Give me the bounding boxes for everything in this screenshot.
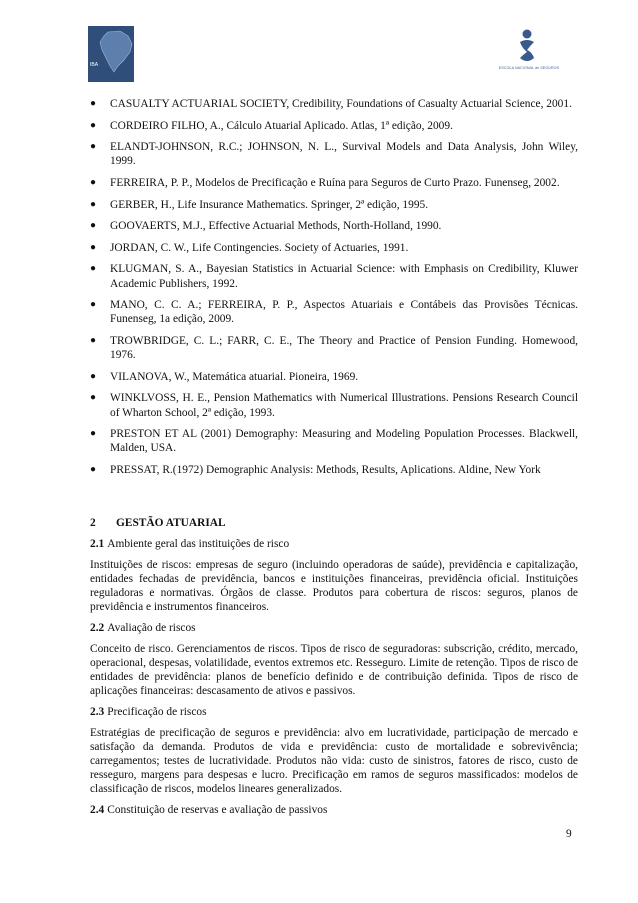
reference-item <box>90 219 578 233</box>
subsection-paragraph: Conceito de risco. Gerenciamentos de riscos. Tipos de risco de seguradoras: subscrição, crédito, mercado, operacional, despesas, volatilidade, eventos extremos etc. Resseguro. Limite de retenção. Tipos de risco de entidades de previdência: planos de benefício definido e de contribuição definida. Tipos de risco de aplicações financeiras: descasamento de ativos e passivos. <box>90 643 578 697</box>
subsection-number: 2.3 <box>90 706 105 718</box>
subsection-paragraph: Instituições de riscos: empresas de seguro (incluindo operadoras de saúde), previdência e capitalização, entidades fechadas de previdência, bancos e instituições financeiras, previdência oficial. Instituições reguladoras e normativas. Órgãos de classe. Produtos para cobertura de riscos: seguros, planos de previdência e instrumentos financeiros. <box>90 559 578 613</box>
bullet-icon: ● <box>90 176 97 188</box>
subsection-paragraph: Estratégias de precificação de seguros e previdência: alvo em lucratividade, participação de mercado e satisfação da demanda. Produtos de vida e previdência: custo de mortalidade e sobrevivência; carregamentos; testes de lucratividade. Produtos não vida: custo de sinistros, fatores de risco, custo de resseguro, margens para despesas e lucro. Precificação em ramos de seguros massificados: modelos de classificação de riscos, modelos lineares generalizados. <box>90 727 578 795</box>
reference-item <box>90 198 578 212</box>
bullet-icon: ● <box>90 241 97 253</box>
reference-item <box>90 140 578 168</box>
reference-text: VILANOVA, W., Matemática atuarial. Pioneira, 1969. <box>110 370 359 383</box>
subsection-title: Precificação de riscos <box>107 706 207 718</box>
reference-item <box>90 370 578 384</box>
bullet-icon: ● <box>90 299 97 311</box>
bullet-icon: ● <box>90 119 97 131</box>
reference-item <box>90 391 578 419</box>
reference-text: MANO, C. C. A.; FERREIRA, P. P., Aspectos Atuariais e Contábeis das Provisões Técnicas. Funenseg, 1a edição, 2009. <box>110 299 578 326</box>
reference-item <box>90 97 578 111</box>
page-number: 9 <box>566 828 572 840</box>
reference-item <box>90 119 578 133</box>
bullet-icon: ● <box>90 463 97 475</box>
reference-text: PRESTON ET AL (2001) Demography: Measuring and Modeling Population Processes. Blackwell, Malden, USA. <box>110 428 578 455</box>
iba-logo-text: IBA <box>90 62 99 68</box>
subsection-heading <box>90 621 578 635</box>
bullet-icon: ● <box>90 98 97 109</box>
section-title-text: GESTÃO ATUARIAL <box>116 517 226 529</box>
subsection-heading <box>90 803 578 817</box>
reference-item <box>90 241 578 255</box>
bullet-icon: ● <box>90 428 97 440</box>
subsections <box>90 537 578 817</box>
reference-text: CASUALTY ACTUARIAL SOCIETY, Credibility, Foundations of Casualty Actuarial Science, 2001. <box>110 98 572 110</box>
subsection-number: 2.2 <box>90 622 105 634</box>
reference-text: WINKLVOSS, H. E., Pension Mathematics with Numerical Illustrations. Pensions Research Council of Wharton School, 2ª edição, 1993. <box>110 392 578 419</box>
escola-nacional-logo <box>494 28 564 80</box>
reference-item <box>90 298 578 326</box>
bullet-icon: ● <box>90 392 97 404</box>
escola-emblem-icon <box>512 28 542 64</box>
subsection-number: 2.1 <box>90 538 105 550</box>
reference-text: GERBER, H., Life Insurance Mathematics. Springer, 2ª edição, 1995. <box>110 198 429 211</box>
subsection-title: Ambiente geral das instituições de risco <box>107 538 290 550</box>
subsection-number: 2.4 <box>90 804 105 816</box>
bullet-icon: ● <box>90 263 97 275</box>
brazil-map-icon <box>98 30 134 74</box>
reference-text: PRESSAT, R.(1972) Demographic Analysis: Methods, Results, Aplications. Aldine, New York <box>110 463 541 476</box>
iba-logo <box>88 26 134 82</box>
escola-logo-text: ESCOLA NACIONAL de SEGUROS <box>498 66 560 70</box>
reference-text: KLUGMAN, S. A., Bayesian Statistics in Actuarial Science: with Emphasis on Credibility, Kluwer Academic Publishers, 1992. <box>110 263 578 290</box>
references-list <box>90 97 578 485</box>
reference-text: ELANDT-JOHNSON, R.C.; JOHNSON, N. L., Survival Models and Data Analysis, John Wiley, 1999. <box>110 141 578 168</box>
reference-text: FERREIRA, P. P., Modelos de Precificação e Ruína para Seguros de Curto Prazo. Funenseg, 2002. <box>110 176 560 189</box>
reference-item <box>90 463 578 477</box>
reference-text: JORDAN, C. W., Life Contingencies. Society of Actuaries, 1991. <box>110 241 409 254</box>
reference-text: CORDEIRO FILHO, A., Cálculo Atuarial Aplicado. Atlas, 1ª edição, 2009. <box>110 119 453 132</box>
reference-item <box>90 427 578 455</box>
subsection-title: Avaliação de riscos <box>107 622 196 634</box>
bullet-icon: ● <box>90 198 97 210</box>
reference-item <box>90 334 578 362</box>
reference-text: TROWBRIDGE, C. L.; FARR, C. E., The Theory and Practice of Pension Funding. Homewood, 1976. <box>110 334 578 362</box>
subsection-heading <box>90 705 578 719</box>
reference-item <box>90 262 578 290</box>
bullet-icon: ● <box>90 141 97 153</box>
reference-text: GOOVAERTS, M.J., Effective Actuarial Methods, North-Holland, 1990. <box>110 220 442 233</box>
section-number: 2 <box>90 517 96 529</box>
subsection-heading <box>90 537 578 551</box>
bullet-icon: ● <box>90 334 97 346</box>
section-title <box>90 516 578 530</box>
reference-item <box>90 176 578 190</box>
bullet-icon: ● <box>90 220 97 232</box>
subsection-title: Constituição de reservas e avaliação de passivos <box>107 804 328 816</box>
bullet-icon: ● <box>90 370 97 382</box>
section-gestao-atuarial <box>90 516 578 824</box>
